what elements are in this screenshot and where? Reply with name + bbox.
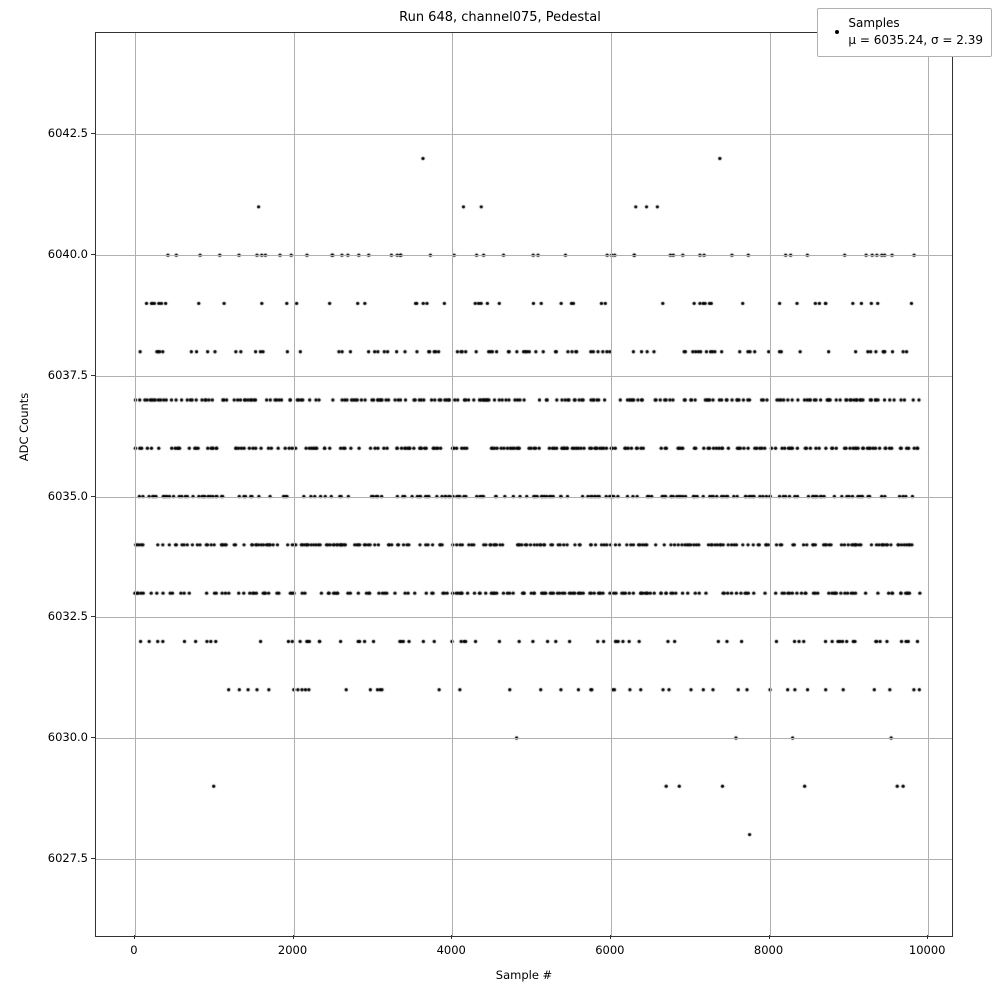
x-axis-label: Sample # [495, 968, 553, 982]
y-tick-mark [91, 858, 95, 859]
y-gridline [96, 617, 952, 618]
x-tick-label: 0 [130, 943, 138, 957]
page-title: Run 648, channel075, Pedestal [399, 10, 601, 25]
legend [817, 8, 992, 57]
y-tick-mark [91, 133, 95, 134]
y-gridline [96, 859, 952, 860]
y-tick-mark [91, 375, 95, 376]
y-tick-label: 6037.5 [47, 367, 88, 382]
legend-entry-samples [826, 15, 983, 50]
x-gridline [452, 33, 453, 936]
x-tick-mark [769, 935, 770, 939]
x-gridline [928, 33, 929, 936]
x-tick-mark [451, 935, 452, 939]
y-tick-label: 6035.0 [47, 488, 88, 503]
x-tick-mark [293, 935, 294, 939]
x-tick-mark [927, 935, 928, 939]
x-gridline [135, 33, 136, 936]
y-tick-label: 6030.0 [47, 730, 88, 745]
y-gridline [96, 376, 952, 377]
x-gridline [770, 33, 771, 936]
data-points-layer [96, 33, 952, 936]
y-tick-label: 6042.5 [47, 126, 88, 141]
x-gridline [611, 33, 612, 936]
y-gridline [96, 255, 952, 256]
y-tick-mark [91, 496, 95, 497]
x-gridline [294, 33, 295, 936]
legend-label-stats: μ = 6035.24, σ = 2.39 [848, 33, 983, 48]
y-tick-label: 6032.5 [47, 609, 88, 624]
x-tick-label: 2000 [277, 943, 308, 957]
y-tick-label: 6040.0 [47, 247, 88, 262]
y-tick-mark [91, 616, 95, 617]
dot-marker-icon [826, 24, 848, 41]
x-tick-mark [610, 935, 611, 939]
y-tick-mark [91, 737, 95, 738]
x-tick-label: 10000 [908, 943, 946, 957]
legend-label-samples: Samples [848, 16, 900, 30]
plot-area [95, 32, 953, 937]
x-tick-label: 8000 [753, 943, 784, 957]
y-gridline [96, 134, 952, 135]
x-tick-mark [134, 935, 135, 939]
y-axis-label: ADC Counts [17, 392, 31, 462]
y-tick-label: 6027.5 [47, 850, 88, 865]
x-tick-label: 4000 [436, 943, 466, 957]
y-tick-mark [91, 254, 95, 255]
y-gridline [96, 497, 952, 498]
y-gridline [96, 738, 952, 739]
x-tick-label: 6000 [595, 943, 625, 957]
